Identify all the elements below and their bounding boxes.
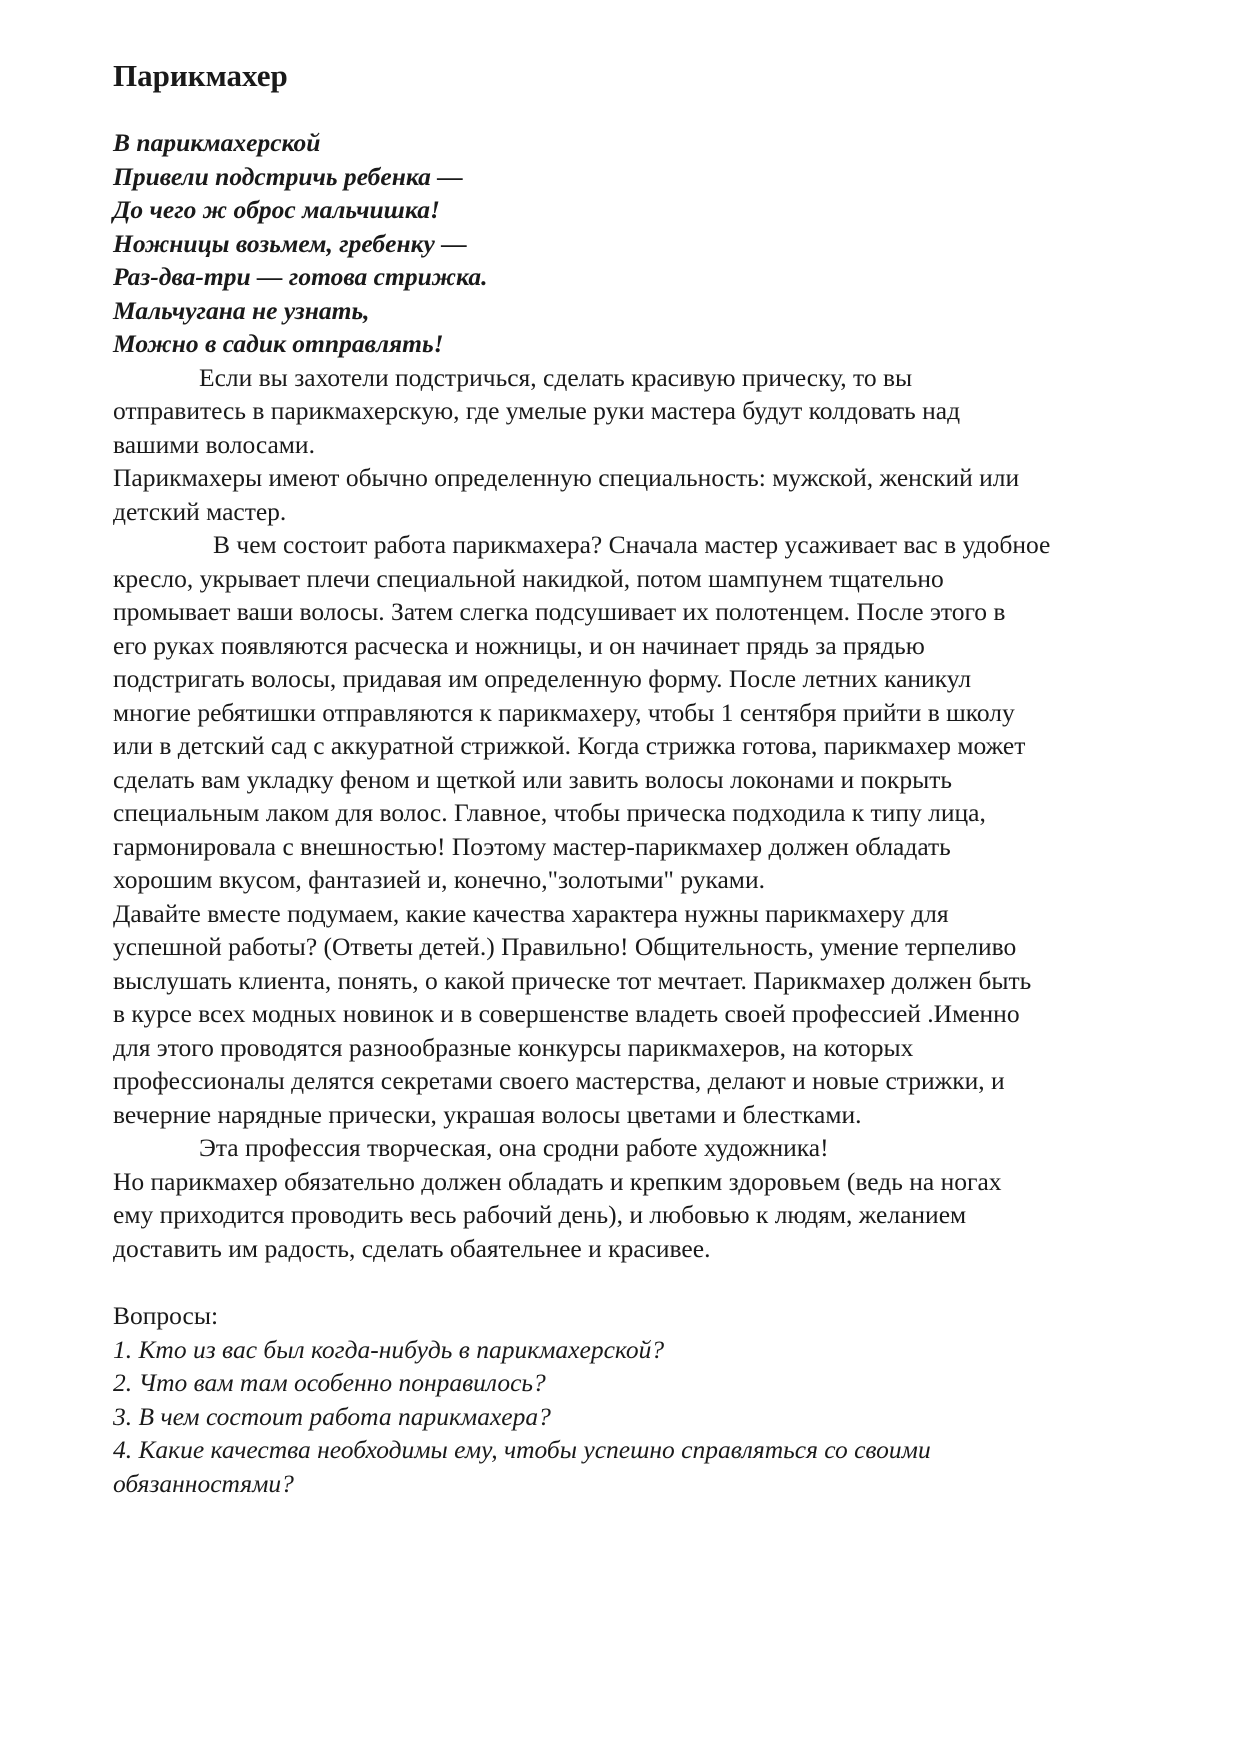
question-item: 3. В чем состоит работа парикмахера? — [113, 1401, 551, 1431]
text-line: успешной работы? (Ответы детей.) Правильно! Общительность, умение терпеливо — [113, 932, 1017, 961]
question-item: 2. Что вам там особенно понравилось? — [113, 1368, 546, 1397]
poem-line: Ножницы возьмем, гребенку — — [113, 228, 467, 258]
text-line: ему приходится проводить весь рабочий день), и любовью к людям, желанием — [113, 1200, 967, 1229]
text-line: кресло, укрывает плечи специальной накидкой, потом шампунем тщательно — [113, 563, 944, 593]
text-line: гармонировала с внешностью! Поэтому мастер-парикмахер должен обладать — [113, 831, 951, 861]
text-line: Но парикмахер обязательно должен обладать и крепким здоровьем (ведь на ногах — [113, 1166, 1002, 1196]
text-line: многие ребятишки отправляются к парикмахеру, чтобы 1 сентября прийти в школу — [113, 697, 1015, 727]
document-page — [113, 52, 1193, 1500]
text-line: вечерние нарядные прически, украшая волосы цветами и блестками. — [113, 1099, 862, 1129]
paragraph-work — [113, 528, 1193, 897]
poem-line: До чего ж оброс мальчишка! — [113, 195, 440, 224]
text-line: промывает ваши волосы. Затем слегка подсушивает их полотенцем. После этого в — [113, 597, 1006, 626]
text-line: подстригать волосы, придавая им определенную форму. После летних каникул — [113, 664, 972, 693]
text-line: Давайте вместе подумаем, какие качества характера нужны парикмахеру для — [113, 898, 949, 928]
poem-line: Привели подстричь ребенка — — [113, 161, 463, 191]
paragraph-specialty — [113, 461, 1193, 528]
text-line: специальным лаком для волос. Главное, чтобы прическа подходила к типу лица, — [113, 798, 986, 827]
text-line: вашими волосами. — [113, 429, 315, 459]
text-line: сделать вам укладку феном и щеткой или завить волосы локонами и покрыть — [113, 764, 952, 794]
paragraph-creative — [113, 1131, 1193, 1165]
text-line: Если вы захотели подстричься, сделать красивую прическу, то вы — [199, 362, 913, 392]
text-line: отправитесь в парикмахерскую, где умелые руки мастера будут колдовать над — [113, 396, 961, 425]
paragraph-intro — [113, 361, 1193, 462]
text-line: хорошим вкусом, фантазией и, конечно,"золотыми" руками. — [113, 865, 765, 894]
text-line: Эта профессия творческая, она сродни работе художника! — [199, 1133, 829, 1162]
poem-line: Можно в садик отправлять! — [113, 329, 444, 358]
text-line: профессионалы делятся секретами своего мастерства, делают и новые стрижки, и — [113, 1066, 1005, 1095]
text-line: доставить им радость, сделать обаятельнее и красивее. — [113, 1233, 711, 1263]
text-line: его руках появляются расческа и ножницы, и он начинает прядь за прядью — [113, 630, 925, 660]
paragraph-qualities — [113, 897, 1193, 1132]
poem-line: Мальчугана не узнать, — [113, 295, 370, 325]
text-line: или в детский сад с аккуратной стрижкой. Когда стрижка готова, парикмахер может — [113, 731, 1026, 760]
questions-heading: Вопросы: — [113, 1301, 219, 1330]
poem-line: В парикмахерской — [113, 128, 321, 157]
text-line: Парикмахеры имеют обычно определенную специальность: мужской, женский или — [113, 463, 1020, 492]
poem-line: Раз-два-три — готова стрижка. — [113, 262, 488, 291]
question-item: обязанностями? — [113, 1468, 294, 1498]
text-line: в курсе всех модных новинок и в совершенстве владеть своей профессией .Именно — [113, 999, 1020, 1028]
poem — [113, 126, 1193, 361]
text-line: для этого проводятся разнообразные конкурсы парикмахеров, на которых — [113, 1032, 914, 1062]
text-line: детский мастер. — [113, 496, 287, 526]
blank-line — [113, 1265, 1193, 1299]
questions-section — [113, 1299, 1193, 1500]
text-line: выслушать клиента, понять, о какой прическе тот мечтает. Парикмахер должен быть — [113, 965, 1032, 995]
page-title: Парикмахер — [113, 58, 288, 93]
text-line: В чем состоит работа парикмахера? Сначала мастер усаживает вас в удобное — [213, 530, 1051, 559]
question-item: 4. Какие качества необходимы ему, чтобы успешно справляться со своими — [113, 1435, 931, 1464]
paragraph-health — [113, 1165, 1193, 1266]
question-item: 1. Кто из вас был когда-нибудь в парикмахерской? — [113, 1334, 665, 1364]
